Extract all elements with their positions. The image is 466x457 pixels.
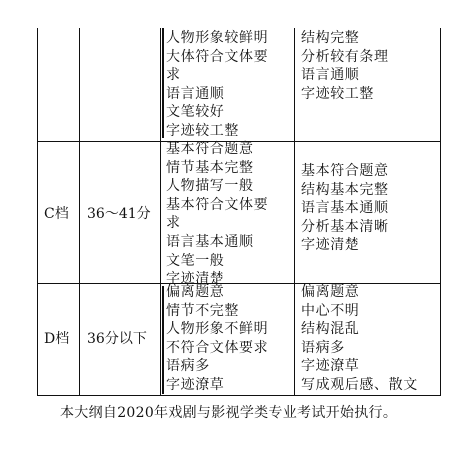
criteria-line: 不符合文体要求 bbox=[166, 339, 269, 356]
row-1-content-criteria bbox=[166, 29, 268, 141]
table-left-border bbox=[37, 28, 38, 396]
criteria-line: 语言基本通顺 bbox=[301, 200, 389, 217]
criteria-line: 字迹潦草 bbox=[301, 358, 360, 375]
score-range-c: 36～41分 bbox=[87, 206, 151, 222]
criteria-line: 分析较有条理 bbox=[301, 48, 389, 65]
criteria-line: 结构基本完整 bbox=[301, 181, 389, 198]
grade-label-c: C档 bbox=[44, 206, 69, 222]
criteria-line: 字迹较工整 bbox=[301, 85, 374, 102]
score-range-d: 36分以下 bbox=[87, 331, 147, 347]
criteria-line: 字迹潦草 bbox=[166, 376, 225, 393]
cell-bar-row1 bbox=[162, 28, 164, 138]
criteria-line: 偏离题意 bbox=[166, 284, 225, 300]
criteria-line: 中心不明 bbox=[301, 302, 360, 319]
table-col-divider-3 bbox=[294, 28, 295, 396]
footer-note: 本大纲自2020年戏剧与影视学类专业考试开始执行。 bbox=[60, 405, 398, 421]
criteria-line: 基本符合题意 bbox=[301, 163, 389, 179]
grade-label-d: D档 bbox=[44, 331, 70, 347]
row-3-content-criteria bbox=[166, 283, 268, 395]
criteria-line: 情节不完整 bbox=[166, 302, 239, 319]
criteria-line: 语病多 bbox=[301, 339, 345, 356]
row-2-structure-criteria bbox=[301, 162, 389, 255]
criteria-line: 语言通顺 bbox=[301, 67, 360, 84]
table-right-border bbox=[440, 28, 441, 396]
criteria-line: 情节基本完整 bbox=[166, 159, 254, 176]
table-col-divider-2 bbox=[160, 28, 161, 396]
criteria-line: 人物形象不鲜明 bbox=[166, 321, 269, 338]
criteria-line: 字迹较工整 bbox=[166, 122, 239, 139]
table-col-divider-1 bbox=[79, 28, 80, 396]
criteria-line: 结构完整 bbox=[301, 30, 360, 46]
cell-bar-row3 bbox=[162, 286, 164, 394]
criteria-line: 大体符合文体要 bbox=[166, 48, 269, 65]
criteria-line: 结构混乱 bbox=[301, 321, 360, 338]
criteria-line: 文笔较好 bbox=[166, 104, 225, 121]
criteria-line: 基本符合文体要 bbox=[166, 196, 269, 213]
criteria-line: 语病多 bbox=[166, 358, 210, 375]
row-3-structure-criteria bbox=[301, 283, 418, 395]
criteria-line: 语言通顺 bbox=[166, 85, 225, 102]
criteria-line: 分析基本清晰 bbox=[301, 218, 389, 235]
criteria-line: 求 bbox=[166, 67, 181, 84]
criteria-line: 写成观后感、散文 bbox=[301, 376, 418, 393]
criteria-line: 偏离题意 bbox=[301, 284, 360, 300]
criteria-line: 语言基本通顺 bbox=[166, 233, 254, 250]
row-2-content-criteria bbox=[166, 140, 268, 289]
criteria-line: 字迹清楚 bbox=[301, 237, 360, 254]
table-bottom-border bbox=[37, 395, 441, 396]
criteria-line: 文笔一般 bbox=[166, 252, 225, 269]
criteria-line: 人物描写一般 bbox=[166, 178, 254, 195]
criteria-line: 求 bbox=[166, 215, 181, 232]
criteria-line: 字迹清楚 bbox=[166, 271, 225, 288]
row-1-structure-criteria bbox=[301, 29, 389, 103]
criteria-line: 人物形象较鲜明 bbox=[166, 30, 269, 46]
criteria-line: 基本符合题意 bbox=[166, 141, 254, 157]
